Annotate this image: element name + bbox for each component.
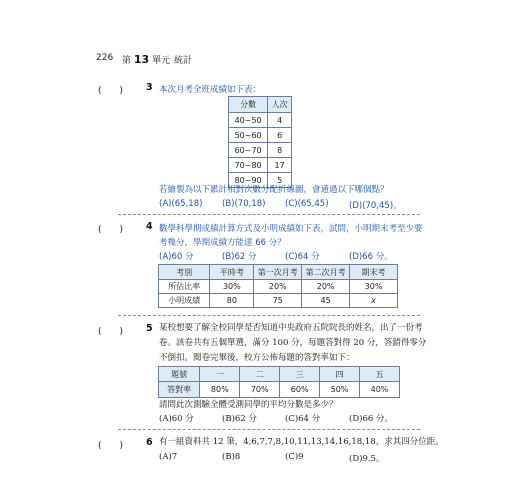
option-d-q3[interactable]: (D)(70,45)。 xyxy=(349,201,402,211)
option-a-q5[interactable]: (A)60 分 xyxy=(159,414,194,424)
table-cell: 40~50 xyxy=(229,113,268,128)
table-header: 五 xyxy=(360,367,400,382)
option-b-q4[interactable]: (B)62 分 xyxy=(222,252,257,262)
table-cell: 8 xyxy=(268,143,292,158)
option-a-q3[interactable]: (A)(65,18) xyxy=(159,199,203,209)
unit-number: 13 xyxy=(133,53,150,66)
option-c-q5[interactable]: (C)64 分 xyxy=(285,414,321,424)
question-text-q4-line1: 數學科學期成績計算方式及小明成績如下表，試問，小明期末考至少要 xyxy=(159,224,423,234)
option-c-q4[interactable]: (C)64 分 xyxy=(285,252,320,262)
table-header: 第一次月考 xyxy=(254,265,302,280)
table-cell: 50% xyxy=(320,382,360,398)
unit-title: 統計 xyxy=(174,56,193,66)
separator xyxy=(118,429,420,430)
table-cell: 80% xyxy=(200,382,240,398)
question-text-q6: 有一組資料共 12 筆，4,6,7,7,8,10,11,13,14,16,18,18，求其四分位距。 xyxy=(159,437,444,447)
table-header: 期末考 xyxy=(350,265,398,280)
question-prompt-q3: 若繪製為以下累計相對次數分配折線圖，會通過以下哪個點？ xyxy=(159,185,389,195)
table-cell: 20% xyxy=(302,280,350,294)
separator xyxy=(118,214,420,215)
table-cell: 20% xyxy=(254,280,302,294)
table-cell: 70% xyxy=(240,382,280,398)
table-cell: 6 xyxy=(268,128,292,143)
answer-blank-q5[interactable]: ( ) xyxy=(98,327,124,337)
option-b-q5[interactable]: (B)62 分 xyxy=(222,414,257,424)
table-cell: 答對率 xyxy=(159,382,200,398)
table-header: 分數 xyxy=(229,97,268,113)
separator xyxy=(118,315,420,316)
option-c-q3[interactable]: (C)(65,45) xyxy=(285,199,329,209)
option-d-q6[interactable]: (D)9.5。 xyxy=(349,454,385,464)
table-cell: 17 xyxy=(268,158,292,173)
question-prompt-q5: 請問此次測驗全體受測同學的平均分數是多少？ xyxy=(159,400,338,410)
table-cell: 80~90 xyxy=(229,173,268,188)
option-b-q6[interactable]: (B)8 xyxy=(222,452,241,462)
score-table-q3 xyxy=(228,96,292,188)
option-a-q6[interactable]: (A)7 xyxy=(159,452,178,462)
answer-blank-q3[interactable]: ( ) xyxy=(98,86,124,96)
table-cell: 所佔比率 xyxy=(159,280,210,294)
table-cell: 小明成績 xyxy=(159,294,210,308)
table-cell: x xyxy=(350,294,398,308)
table-cell: 75 xyxy=(254,294,302,308)
question-number-q5: 5 xyxy=(146,323,153,334)
table-cell: 60% xyxy=(280,382,320,398)
table-cell: 45 xyxy=(302,294,350,308)
option-d-q4[interactable]: (D)66 分。 xyxy=(349,252,393,262)
table-header: 題號 xyxy=(159,367,200,382)
table-header: 考別 xyxy=(159,265,210,280)
answer-blank-q6[interactable]: ( ) xyxy=(98,441,124,451)
question-number-q6: 6 xyxy=(146,437,153,448)
question-text-q5-line1: 某校想要了解全校同學是否知道中央政府五院院長的姓名，出了一份考 xyxy=(159,323,423,333)
table-cell: 4 xyxy=(268,113,292,128)
table-header: 四 xyxy=(320,367,360,382)
table-cell: 60~70 xyxy=(229,143,268,158)
table-header: 人次 xyxy=(268,97,292,113)
answer-blank-q4[interactable]: ( ) xyxy=(98,225,124,235)
table-cell: 5 xyxy=(268,173,292,188)
table-header: 三 xyxy=(280,367,320,382)
unit-label xyxy=(122,53,170,66)
table-header: 一 xyxy=(200,367,240,382)
question-number-q4: 4 xyxy=(146,221,153,232)
table-cell: 30% xyxy=(210,280,254,294)
accuracy-table-q5 xyxy=(158,366,400,398)
table-header: 第二次月考 xyxy=(302,265,350,280)
table-header: 平時考 xyxy=(210,265,254,280)
table-cell: 70~80 xyxy=(229,158,268,173)
grade-table-q4 xyxy=(158,264,398,308)
table-cell: 50~60 xyxy=(229,128,268,143)
question-number-q3: 3 xyxy=(146,82,153,93)
table-cell: 80 xyxy=(210,294,254,308)
option-d-q5[interactable]: (D)66 分。 xyxy=(349,414,393,424)
question-text-q5-line3: 不倒扣。閱卷完畢後，校方公佈每題的答對率如下： xyxy=(159,353,355,363)
unit-suffix: 單元 xyxy=(152,56,171,66)
table-cell: 30% xyxy=(350,280,398,294)
page-number: 226 xyxy=(96,53,114,63)
question-text-q4-line2: 考幾分，學期成績方能達 66 分？ xyxy=(159,238,286,248)
question-text-q5-line2: 卷。該卷共有五個單選，滿分 100 分，每題答對得 20 分，答錯得零分 xyxy=(159,338,427,348)
table-cell: 40% xyxy=(360,382,400,398)
option-b-q3[interactable]: (B)(70,18) xyxy=(222,199,266,209)
option-a-q4[interactable]: (A)60 分 xyxy=(159,252,194,262)
question-text-q3: 本次月考全班成績如下表： xyxy=(159,85,262,95)
option-c-q6[interactable]: (C)9 xyxy=(285,452,304,462)
table-header: 二 xyxy=(240,367,280,382)
unit-prefix: 第 xyxy=(122,56,132,66)
